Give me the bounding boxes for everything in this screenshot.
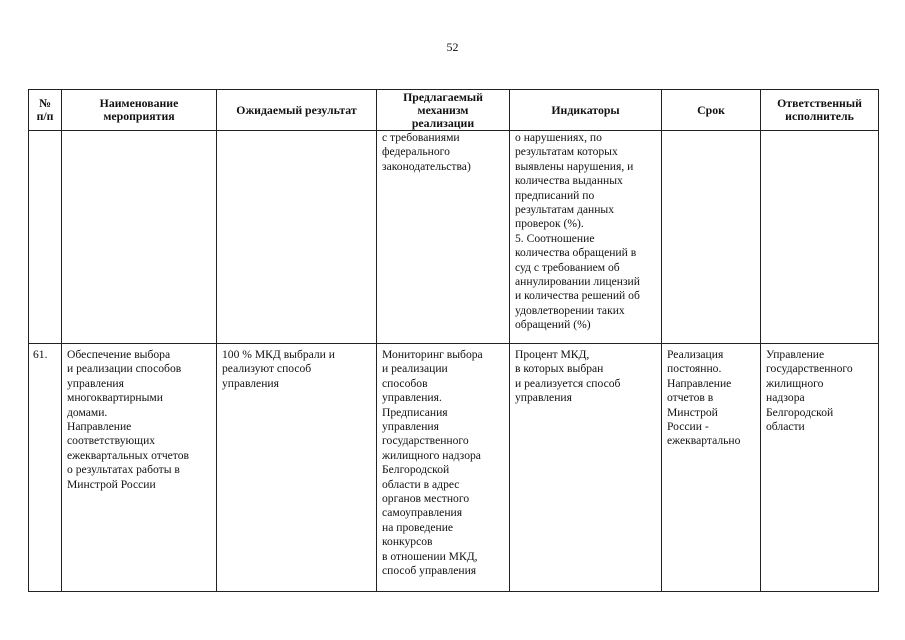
cell-text-line: Срок [697, 102, 725, 117]
cell-text-line: государственного [382, 434, 469, 448]
cell-number [29, 344, 62, 592]
cell-term [662, 344, 761, 592]
cell-text-line: в отношении МКД, [382, 549, 478, 563]
cell-text-line: реализуют способ [222, 362, 312, 376]
cell-text-line: обращений (%) [515, 318, 591, 332]
cell-indicators [510, 344, 662, 592]
cell-text-line: жилищного надзора [382, 448, 481, 462]
cell-text-line: конкурсов [382, 535, 433, 549]
cell-text-line: проверок (%). [515, 217, 584, 231]
header-indicators [510, 90, 662, 131]
cell-text-line: области в адрес [382, 477, 460, 491]
cell-responsible [761, 131, 879, 344]
cell-text-line: управления [515, 391, 572, 405]
header-result [217, 90, 377, 131]
cell-text-line: суд с требованием об [515, 260, 620, 274]
cell-text-line: отчетов в [667, 391, 714, 405]
page-number: 52 [446, 40, 459, 54]
header-name [62, 90, 217, 131]
table-row [29, 131, 879, 344]
cell-text-line: надзора [766, 391, 805, 405]
cell-text-line: России - [667, 420, 709, 434]
cell-text-line: области [766, 420, 805, 434]
cell-text-line: ежеквартально [667, 434, 741, 448]
cell-text-line: управления. [382, 391, 442, 405]
cell-text-line: результатам данных [515, 203, 615, 217]
cell-result [217, 344, 377, 592]
cell-text-line: и реализуется способ [515, 376, 621, 390]
cell-text-line: механизм [417, 102, 469, 117]
cell-text-line: 61. [33, 348, 48, 361]
cell-text-line: выявлены нарушения, и [515, 159, 634, 173]
cell-text-line: постоянно. [667, 362, 722, 376]
cell-mechanism [377, 131, 510, 344]
cell-text-line: управления [382, 420, 439, 434]
cell-text-line: многоквартирными [67, 391, 163, 405]
cell-text-line: Белгородской [382, 463, 450, 477]
cell-text-line: управления [67, 376, 124, 390]
cell-term [662, 131, 761, 344]
cell-text-line: реализации [411, 115, 475, 130]
cell-text-line: Белгородской [766, 405, 834, 419]
cell-text-line: Индикаторы [551, 102, 620, 117]
cell-text-line: органов местного [382, 492, 470, 506]
cell-text-line: количества обращений в [515, 246, 637, 260]
cell-text-line: о результатах работы в [67, 463, 180, 477]
header-responsible [761, 90, 879, 131]
cell-responsible [761, 344, 879, 592]
header-number [29, 90, 62, 131]
cell-text-line: Управление [766, 348, 825, 361]
cell-text-line: и количества решений об [515, 289, 640, 303]
cell-text-line: Направление [67, 420, 132, 434]
cell-text-line: мероприятия [103, 109, 175, 123]
cell-number [29, 131, 62, 344]
cell-text-line: соответствующих [67, 434, 156, 448]
cell-text-line: удовлетворении таких [515, 303, 625, 317]
cell-text-line: и реализации способов [67, 362, 182, 376]
cell-text-line: количества выданных [515, 174, 623, 188]
cell-text-line: Ожидаемый результат [236, 102, 357, 117]
table-header-row [29, 90, 879, 131]
cell-result [217, 131, 377, 344]
cell-text-line: Предлагаемый [403, 89, 483, 104]
cell-text-line: и реализации [382, 362, 448, 376]
cell-text-line: Минстрой [667, 405, 718, 419]
cell-text-line: Направление [667, 376, 732, 390]
cell-text-line: о нарушениях, по [515, 131, 602, 144]
cell-text-line: исполнитель [785, 109, 854, 123]
cell-text-line: ежеквартальных отчетов [67, 448, 189, 462]
cell-text-line: законодательства) [382, 159, 471, 173]
cell-name [62, 344, 217, 592]
measures-table [28, 89, 879, 592]
cell-text-line: 5. Соотношение [515, 231, 595, 245]
cell-text-line: Предписания [382, 405, 448, 419]
header-mechanism [377, 90, 510, 131]
cell-mechanism [377, 344, 510, 592]
cell-text-line: аннулировании лицензий [515, 275, 640, 289]
cell-text-line: предписаний по [515, 188, 595, 202]
cell-text-line: Мониторинг выбора [382, 348, 483, 361]
cell-text-line: результатам которых [515, 145, 618, 159]
cell-indicators [510, 131, 662, 344]
cell-text-line: домами. [67, 405, 108, 419]
cell-text-line: жилищного [766, 376, 824, 390]
cell-text-line: № [39, 96, 51, 110]
cell-text-line: на проведение [382, 520, 454, 534]
cell-text-line: Процент МКД, [515, 348, 590, 361]
cell-text-line: в которых выбран [515, 362, 604, 376]
cell-text-line: 100 % МКД выбрали и [222, 348, 335, 361]
cell-text-line: Наименование [99, 96, 179, 110]
cell-text-line: Минстрой России [67, 477, 156, 491]
cell-text-line: способов [382, 376, 428, 390]
cell-text-line: п/п [36, 109, 54, 123]
cell-text-line: Реализация [667, 348, 724, 361]
cell-text-line: Обеспечение выбора [67, 348, 171, 361]
table-row [29, 344, 879, 592]
cell-name [62, 131, 217, 344]
cell-text-line: с требованиями [382, 131, 460, 144]
cell-text-line: способ управления [382, 564, 477, 578]
cell-text-line: Ответственный [777, 96, 862, 110]
cell-text-line: государственного [766, 362, 853, 376]
cell-text-line: самоуправления [382, 506, 463, 520]
cell-text-line: федерального [382, 145, 450, 159]
header-term [662, 90, 761, 131]
cell-text-line: управления [222, 376, 279, 390]
